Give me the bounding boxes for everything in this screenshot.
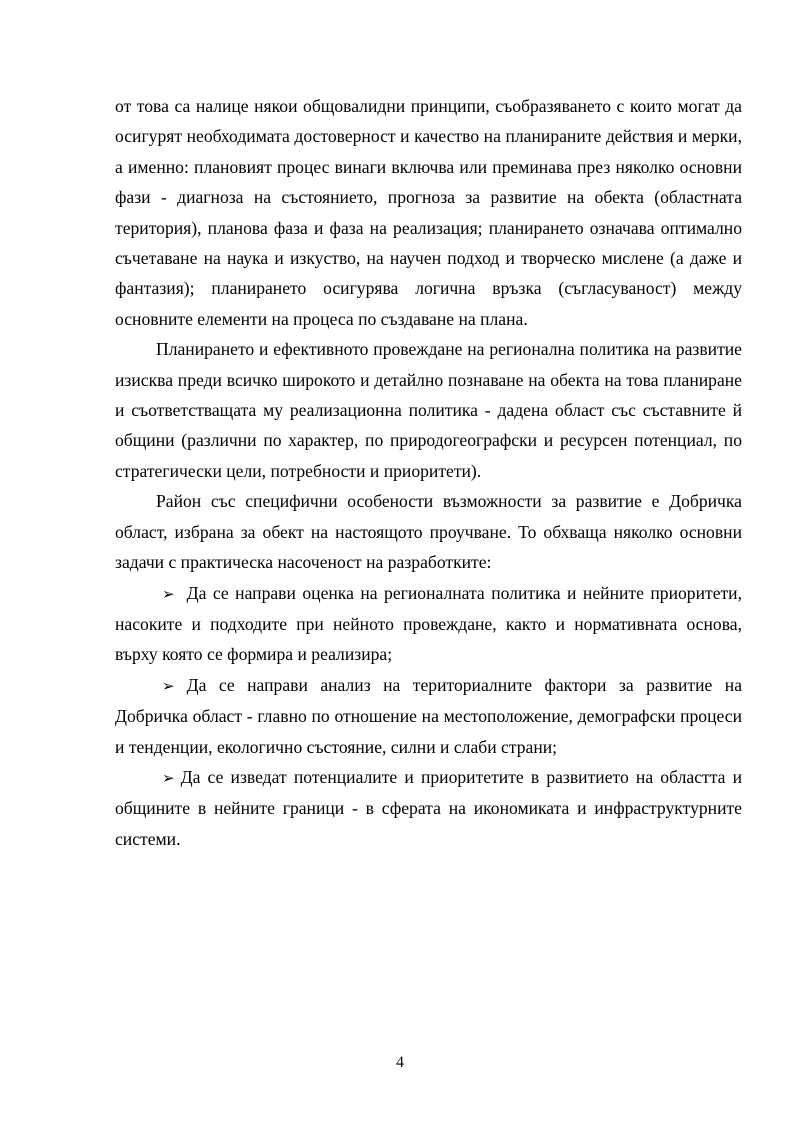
paragraph-planning: Планирането и ефективното провеждане на регионална политика на развитие изисква преди всичко широкото и детайлно познаване на обекта на това планиране и съответстващата му реализационна политика - дадена област със съставните й общини (различни по характер, по природогеографски и ресурсен потенциал, по стратегически цели, потребности и приоритети). [115, 339, 742, 481]
arrowhead-bullet-icon: ➢ [162, 768, 175, 787]
bullet-text: Да се направи оценка на регионалната политика и нейните приоритети, насоките и подходите при нейното провеждане, както и нормативната основа, върху която се формира и реализира; [115, 582, 742, 665]
bullet-item-potentials-priorities [115, 762, 742, 854]
bullet-item-territorial-analysis [115, 670, 742, 762]
arrowhead-bullet-icon: ➢ [162, 676, 175, 695]
document-body [115, 91, 742, 854]
bullet-item-policy-assessment [115, 578, 742, 670]
bullet-text: Да се изведат потенциалите и приоритетите в развитието на областта и общините в нейните граници - в сферата на икономиката и инфраструктурните системи. [115, 766, 742, 849]
arrowhead-bullet-icon: ➢ [162, 584, 175, 603]
paragraph-continuation: от това са налице някои общовалидни принципи, съобразяването с които могат да осигурят необходимата достоверност и качество на планираните действия и мерки, а именно: плановият процес винаги включва или преминава през няколко основни фази - диагноза на състоянието, прогноза за развитие на обекта (областната територия), планова фаза и фаза на реализация; планирането означава оптимално съчетаване на наука и изкуство, на научен подход и творческо мислене (а даже и фантазия); планирането осигурява логична връзка (съгласуваност) между основните елементи на процеса по създаване на плана. [115, 96, 742, 329]
page-number: 4 [396, 1054, 404, 1071]
bullet-text: Да се направи анализ на териториалните фактори за развитие на Добричка област - главно по отношение на местоположение, демографски процеси и тенденции, екологично състояние, силни и слаби страни; [115, 674, 742, 757]
paragraph-dobrich-region: Район със специфични особености възможности за развитие е Добричка област, избрана за обект на настоящото проучване. То обхваща няколко основни задачи с практическа насоченост на разработките: [115, 491, 742, 573]
